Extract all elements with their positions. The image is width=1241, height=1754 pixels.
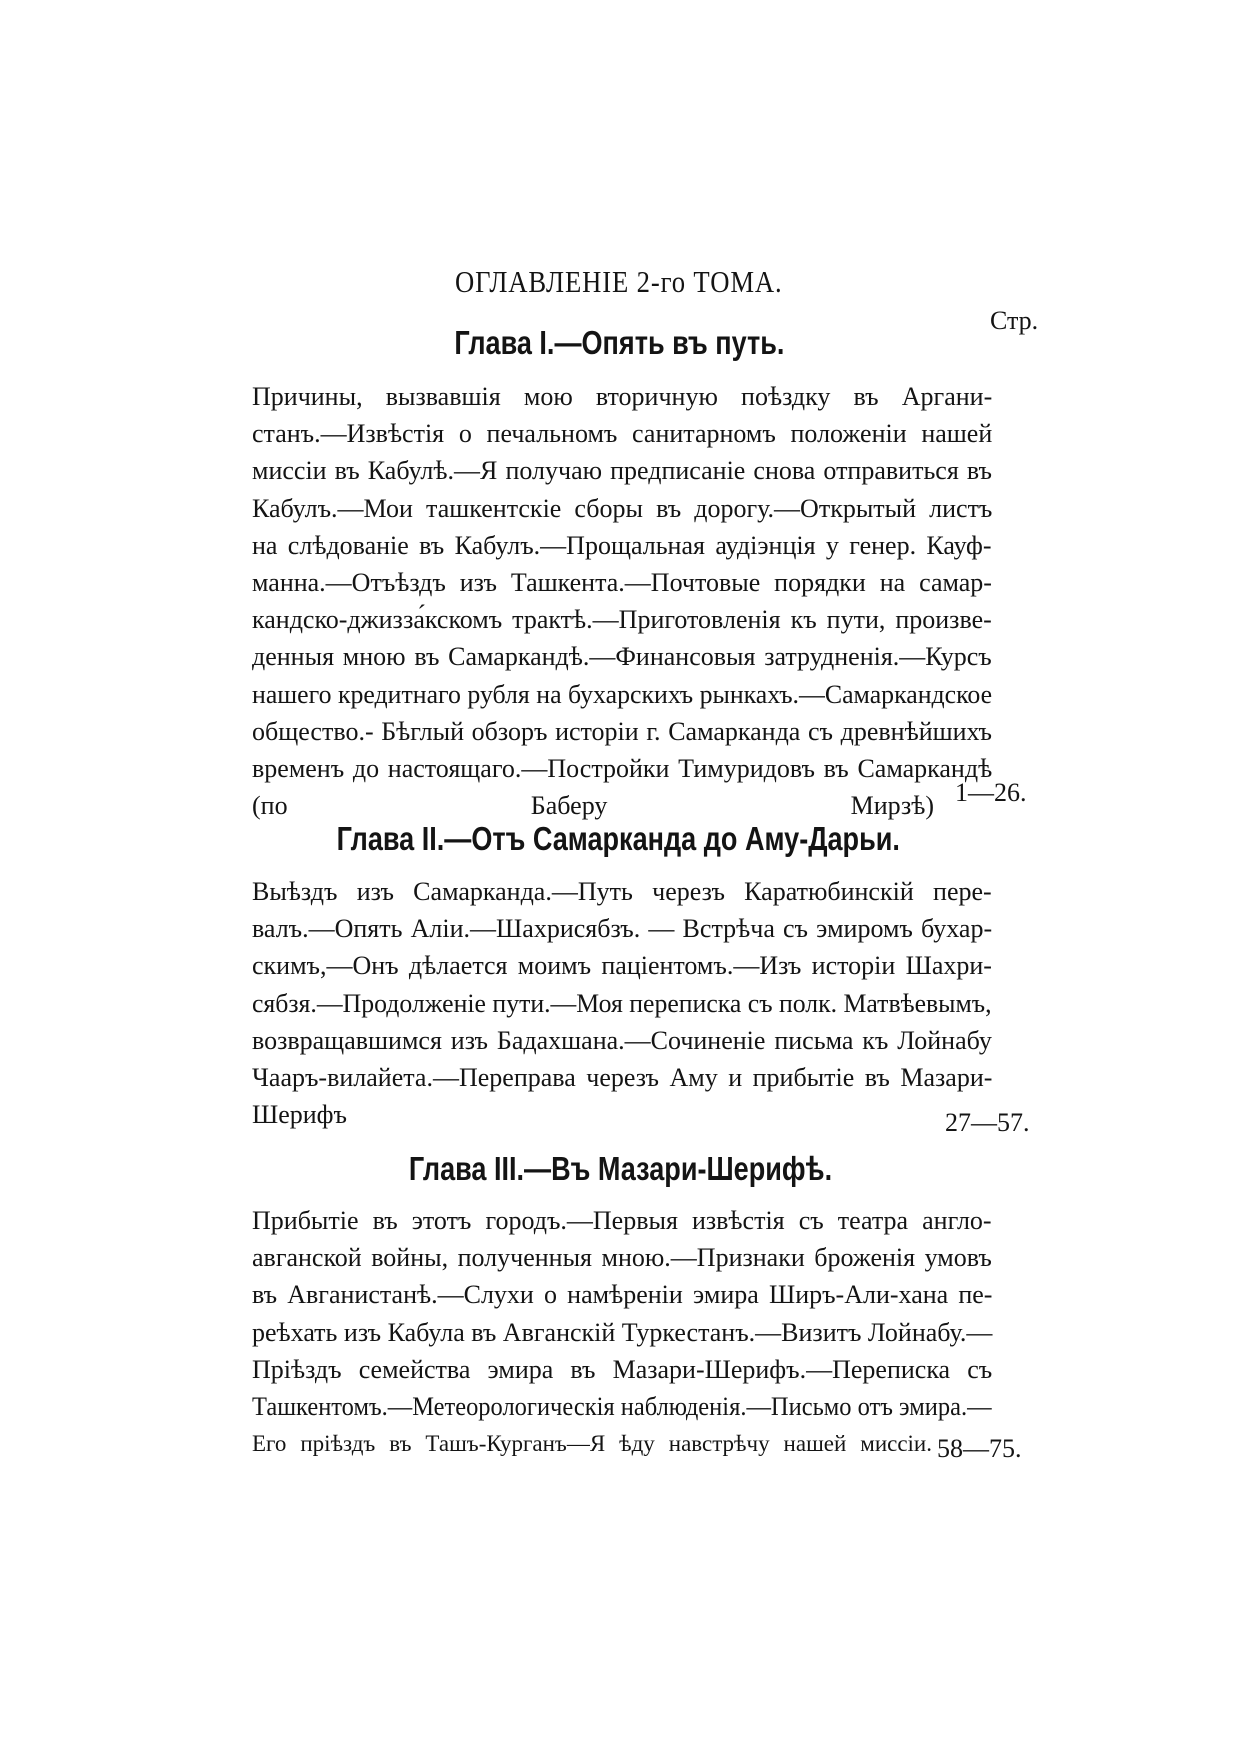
summary-line: Ташкентомъ.—Метеорологическія наблюденія.—Письмо отъ эмира.— <box>252 1392 992 1422</box>
summary-line: станъ.—Извѣстія о печальномъ санитарномъ положеніи нашей <box>252 419 993 449</box>
dot-leader <box>934 1096 942 1133</box>
chapter-2-pages: 27—57. <box>945 1108 1030 1137</box>
summary-line: денныя мною въ Самаркандѣ.—Финансовыя затрудненія.—Курсъ <box>252 642 992 672</box>
summary-line: сябзя.—Продолженіе пути.—Моя переписка съ полк. Матвѣевымъ, <box>252 988 992 1018</box>
toc-title: ОГЛАВЛЕНІЕ 2-го ТОМА. <box>454 264 783 299</box>
summary-line: временъ до настоящаго.—Постройки Тимуридовъ въ Самаркандѣ <box>252 754 993 784</box>
summary-line: миссіи въ Кабулѣ.—Я получаю предписаніе снова отправиться въ <box>252 456 992 486</box>
chapter-1-heading: Глава I.—Опять въ путь. <box>454 324 785 361</box>
chapter-1-pages: 1—26. <box>955 778 1027 807</box>
chapter-3-summary <box>252 1202 992 1462</box>
dot-leader <box>934 787 942 824</box>
summary-line: Пріѣздъ семейства эмира въ Мазари-Шерифъ.—Переписка съ <box>252 1354 993 1384</box>
chapter-1-summary <box>252 378 992 824</box>
summary-line: манна.—Отъѣздъ изъ Ташкента.—Почтовые порядки на самар- <box>252 568 992 598</box>
summary-line: Кабулъ.—Мои ташкентскіе сборы въ дорогу.—Открытый листъ <box>252 493 993 523</box>
summary-line: кандско-джизза́кскомъ трактѣ.—Приготовленія къ пути, произве- <box>252 605 992 635</box>
summary-line: скимъ,—Онъ дѣлается моимъ паціентомъ.—Изъ исторіи Шахри- <box>252 951 992 981</box>
summary-line: нашего кредитнаго рубля на бухарскихъ рынкахъ.—Самаркандское <box>252 679 993 709</box>
summary-line: Выѣздъ изъ Самарканда.—Путь черезъ Каратюбинскій пере- <box>252 877 992 906</box>
summary-line: реѣхать изъ Кабула въ Авганскій Туркестанъ.—Визитъ Лойнабу.— <box>252 1317 993 1347</box>
summary-line: Прибытіе въ этотъ городъ.—Первыя извѣстія съ театра англо- <box>252 1206 992 1235</box>
chapter-2-summary <box>252 873 992 1133</box>
summary-line: Чааръ-вилайета.—Переправа черезъ Аму и прибытіе въ Мазари- <box>252 1063 993 1093</box>
summary-last-line: Его пріѣздъ въ Ташъ-Курганъ—Я ѣду навстрѣчу нашей миссіи. <box>252 1431 932 1457</box>
summary-last-line: (по Баберу Мирзѣ) <box>252 787 942 824</box>
summary-line: возвращавшимся изъ Бадахшана.—Сочиненіе письма къ Лойнабу <box>252 1025 992 1055</box>
chapter-3-pages: 58—75. <box>937 1434 1022 1463</box>
chapter-2-heading: Глава II.—Отъ Самарканда до Аму-Дарьи. <box>336 820 900 857</box>
summary-line: Причины, вызвавшія мою вторичную поѣздку въ Аргани- <box>252 382 993 411</box>
page-column-label: Стр. <box>990 306 1039 335</box>
summary-last-line: Шерифъ <box>252 1096 942 1133</box>
chapter-3-heading: Глава III.—Въ Мазари-Шерифѣ. <box>408 1150 833 1187</box>
summary-line: общество.- Бѣглый обзоръ исторіи г. Самарканда съ древнѣйшихъ <box>252 716 992 746</box>
summary-line: въ Авганистанѣ.—Слухи о намѣреніи эмира Ширъ-Али-хана пе- <box>252 1280 993 1310</box>
summary-line: на слѣдованіе въ Кабулъ.—Прощальная аудіэнція у генер. Кауф- <box>252 530 992 560</box>
summary-line: валъ.—Опять Аліи.—Шахрисябзъ. — Встрѣча съ эмиромъ бухар- <box>252 914 993 944</box>
summary-line: авганской войны, полученныя мною.—Признаки броженія умовъ <box>252 1243 992 1273</box>
